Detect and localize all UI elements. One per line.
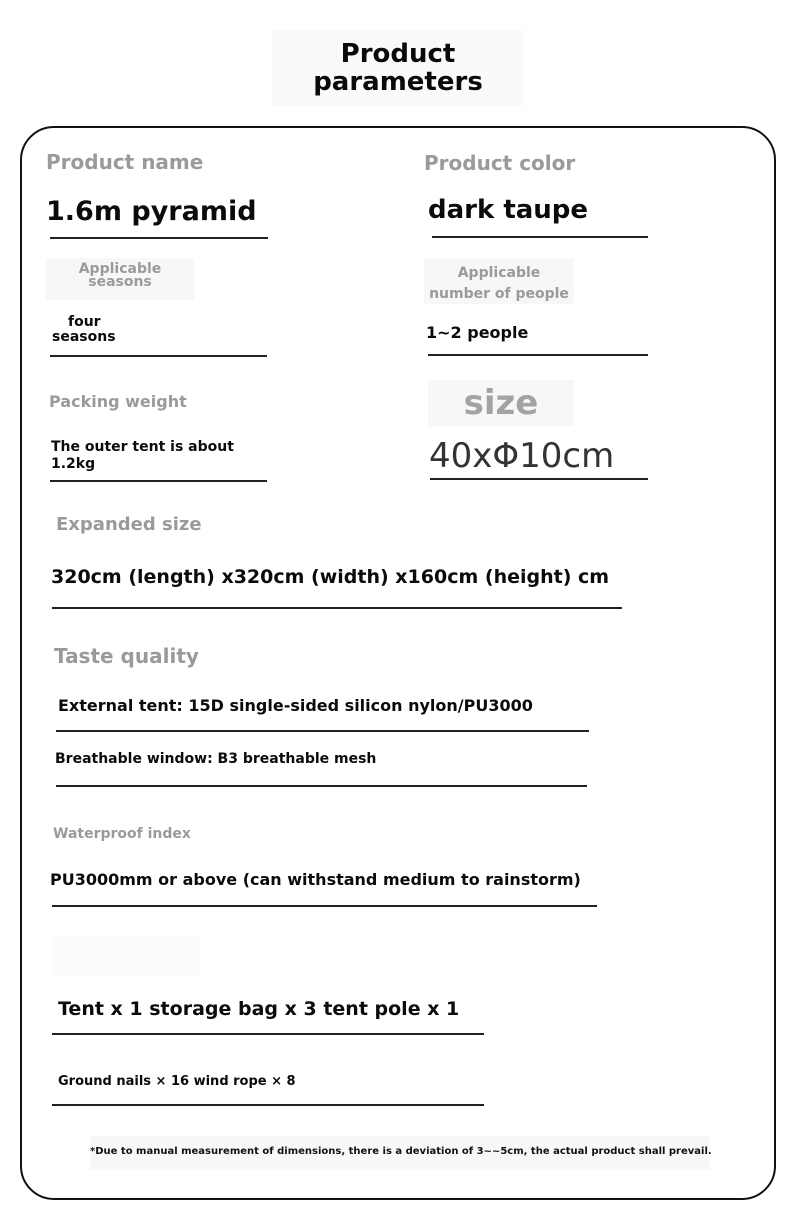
expanded-size-value: 320cm (length) x320cm (width) x160cm (height) cm — [51, 566, 610, 588]
people-label-line1: Applicable — [457, 265, 541, 281]
product-name-value: 1.6m pyramid — [46, 196, 257, 227]
package-line1: Tent x 1 storage bag x 3 tent pole x 1 — [58, 998, 460, 1020]
page-title-line2: parameters — [313, 67, 483, 97]
seasons-label — [46, 263, 194, 289]
package-label-box — [52, 935, 200, 977]
quality-breathable-window: Breathable window: B3 breathable mesh — [55, 751, 377, 767]
page-title — [313, 40, 483, 96]
quality-label: Taste quality — [54, 644, 199, 668]
packing-weight-line1: The outer tent is about — [51, 439, 234, 455]
size-label: size — [463, 383, 539, 423]
size-underline — [430, 478, 648, 480]
product-name-underline — [50, 237, 268, 239]
product-color-label: Product color — [424, 151, 576, 175]
expanded-size-label: Expanded size — [56, 514, 202, 535]
packing-weight-value — [51, 439, 234, 473]
seasons-label-line1: Applicable — [78, 261, 162, 277]
footnote-box — [90, 1136, 710, 1170]
seasons-value-line2: seasons — [52, 329, 116, 345]
quality-external-underline — [56, 730, 589, 732]
size-value: 40xΦ10cm — [429, 436, 615, 476]
seasons-label-box — [46, 258, 194, 300]
people-label-line2: number of people — [429, 286, 569, 302]
expanded-size-underline — [52, 607, 622, 609]
product-color-underline — [432, 236, 648, 238]
product-color-value: dark taupe — [428, 195, 589, 225]
package-line2-underline — [52, 1104, 484, 1106]
seasons-value-line1: four — [68, 314, 101, 330]
people-label-box — [424, 258, 574, 304]
waterproof-underline — [52, 905, 597, 907]
package-line2: Ground nails × 16 wind rope × 8 — [58, 1074, 296, 1089]
title-box — [272, 30, 524, 106]
package-line1-underline — [52, 1033, 484, 1035]
packing-weight-underline — [50, 480, 267, 482]
packing-weight-label: Packing weight — [49, 392, 187, 411]
product-name-label: Product name — [46, 150, 204, 174]
quality-breathable-underline — [56, 785, 587, 787]
people-underline — [428, 354, 648, 356]
people-value: 1~2 people — [426, 323, 529, 342]
size-label-box — [428, 380, 574, 426]
people-label — [424, 263, 574, 305]
waterproof-value: PU3000mm or above (can withstand medium to rainstorm) — [50, 870, 581, 889]
packing-weight-line2: 1.2kg — [51, 456, 96, 472]
quality-external-tent: External tent: 15D single-sided silicon nylon/PU3000 — [58, 696, 533, 715]
footnote: *Due to manual measurement of dimensions, there is a deviation of 3~~5cm, the actual product shall prevail. — [90, 1146, 712, 1157]
seasons-value — [52, 315, 132, 345]
seasons-label-line2: seasons — [88, 274, 152, 290]
page-title-line1: Product — [340, 39, 456, 69]
seasons-underline — [50, 355, 267, 357]
waterproof-label: Waterproof index — [53, 826, 191, 842]
